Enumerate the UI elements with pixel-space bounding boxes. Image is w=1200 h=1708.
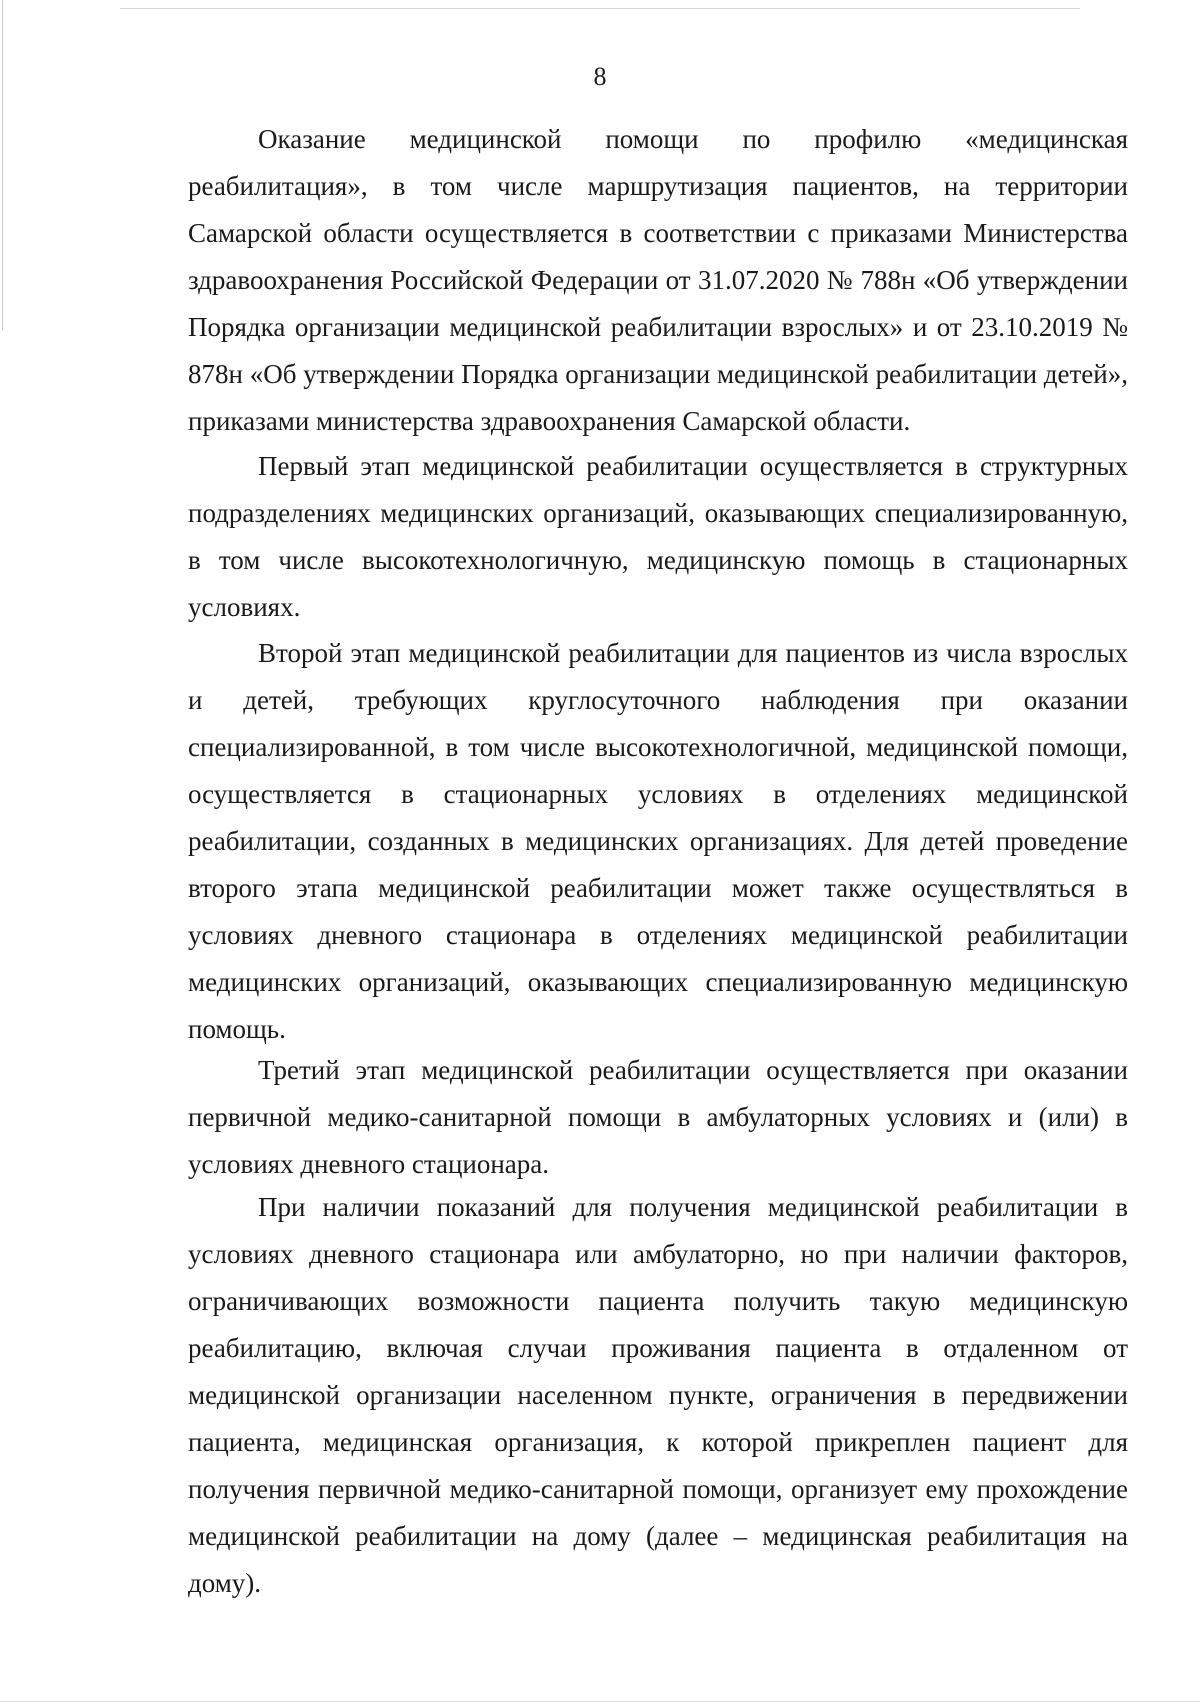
- page-number: 8: [593, 62, 607, 91]
- scan-edge-bottom: [0, 1701, 1200, 1702]
- paragraph-first-stage: Первый этап медицинской реабилитации осуществляется в структурных подразделениях медицинских организаций, оказывающих специализированную, в том числе высокотехнологичную, медицинскую помощь в стационарных условиях.: [188, 451, 1128, 622]
- paragraph-home-rehabilitation: При наличии показаний для получения медицинской реабилитации в условиях дневного стационара или амбулаторно, но при наличии факторов, ограничивающих возможности пациента получить такую медицинскую реабилитацию, включая случаи проживания пациента в отдаленном от медицинской организации населенном пункте, ограничения в передвижении пациента, медицинская организация, к которой прикреплен пациент для получения первичной медико-санитарной помощи, организует ему прохождение медицинской реабилитации на дому (далее – медицинская реабилитация на дому).: [188, 1192, 1128, 1598]
- paragraph-second-stage: Второй этап медицинской реабилитации для пациентов из числа взрослых и детей, требующих круглосуточного наблюдения при оказании специализированной, в том числе высокотехнологичной, медицинской помощи, осуществляется в стационарных условиях в отделениях медицинской реабилитации, созданных в медицинских организациях. Для детей проведение второго этапа медицинской реабилитации может также осуществляться в условиях дневного стационара в отделениях медицинской реабилитации медицинских организаций, оказывающих специализированную медицинскую помощь.: [188, 638, 1128, 1044]
- scan-edge-top: [120, 8, 1080, 9]
- paragraph-third-stage: Третий этап медицинской реабилитации осуществляется при оказании первичной медико-санитарной помощи в амбулаторных условиях и (или) в условиях дневного стационара.: [188, 1055, 1128, 1179]
- scan-edge-left: [2, 0, 3, 330]
- paragraph-routing: Оказание медицинской помощи по профилю «медицинская реабилитация», в том числе маршрутизация пациентов, на территории Самарской области осуществляется в соответствии с приказами Министерства здравоохранения Российской Федерации от 31.07.2020 № 788н «Об утверждении Порядка организации медицинской реабилитации взрослых» и от 23.10.2019 № 878н «Об утверждении Порядка организации медицинской реабилитации детей», приказами министерства здравоохранения Самарской области.: [188, 124, 1128, 436]
- document-body: [188, 116, 1128, 1607]
